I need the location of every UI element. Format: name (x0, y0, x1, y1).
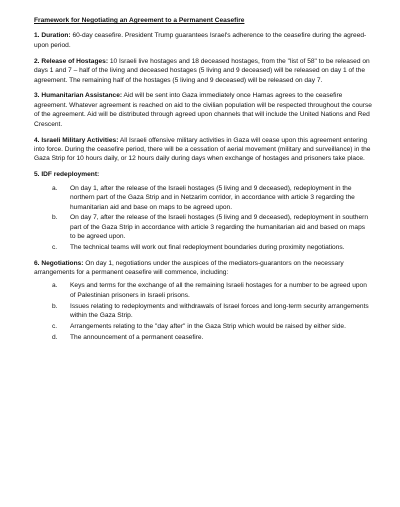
list-marker: a. (52, 282, 58, 290)
list-item-text: The technical teams will work out final redeployment boundaries during proximity negotiations. (70, 244, 345, 252)
list-item (34, 243, 372, 252)
section-label: 6. Negotiations: (34, 259, 84, 267)
list-item (34, 281, 372, 300)
section-idf-redeployment-heading: 5. IDF redeployment: (34, 171, 100, 179)
list-item-text: Keys and terms for the exchange of all the remaining Israeli hostages for a number to be agreed upon of Palestinian prisoners in Israeli prisons. (70, 282, 367, 299)
list-item (34, 213, 372, 241)
negotiations-list (34, 281, 372, 342)
section-text: All Israeli offensive military activities in Gaza will cease upon this agreement entering into force. During the ceasefire period, there will be a cessation of aerial movement (military and surveillance) in the Gaza Strip for 10 hours daily, or 12 hours daily during days when exchange of hostages and prisoners take place. (34, 136, 371, 163)
section-negotiations (34, 259, 372, 278)
list-marker: c. (52, 244, 58, 252)
list-item-text: On day 1, after the release of the Israeli hostages (5 living and 9 deceased), redeployment in the northern part of the Gaza Strip and in Netzarim corridor, in accordance with article 3 regarding the humanitarian aid and base on maps to be agreed upon. (70, 184, 355, 211)
list-item-text: Arrangements relating to the "day after" in the Gaza Strip which would be raised by either side. (70, 322, 346, 330)
list-item-text: Issues relating to redeployments and withdrawals of Israel forces and long-term security arrangements within the Gaza Strip. (70, 302, 369, 320)
section-text: Aid will be sent into Gaza immediately once Hamas agrees to the ceasefire agreement. Whatever agreement is reached on aid to the civilian population will be respected throughout the course of the agreement. Aid will be distributed through agreed upon channels that will include the United Nations and Red Crescent. (34, 92, 372, 128)
list-marker: a. (52, 184, 58, 192)
list-item-text: The announcement of a permanent ceasefire. (70, 333, 204, 341)
section-label: 4. Israeli Military Activities: (34, 136, 119, 144)
list-marker: d. (52, 333, 58, 341)
list-item (34, 322, 372, 331)
section-label: 3. Humanitarian Assistance: (34, 92, 123, 100)
list-item (34, 333, 372, 342)
section-release-of-hostages (34, 57, 372, 85)
section-text: 60-day ceasefire. President Trump guarantees Israel's adherence to the ceasefire during the agreed-upon period. (34, 32, 367, 49)
idf-redeployment-list (34, 184, 372, 253)
document-title: Framework for Negotiating an Agreement to a Permanent Ceasefire (34, 17, 245, 24)
section-israeli-military-activities (34, 136, 372, 164)
section-duration (34, 31, 372, 50)
list-item-text: On day 7, after the release of the Israeli hostages (5 living and 9 deceased), redeployment in southern part of the Gaza Strip in accordance with article 3 regarding the humanitarian aid and based on maps to be agreed upon. (70, 214, 368, 241)
list-marker: b. (52, 302, 58, 310)
section-text: On day 1, negotiations under the auspices of the mediators-guarantors on the necessary arrangements for a permanent ceasefire will commence, including: (34, 259, 344, 276)
list-marker: b. (52, 214, 58, 222)
list-marker: c. (52, 322, 58, 330)
list-item (34, 302, 372, 321)
section-humanitarian-assistance (34, 91, 372, 129)
section-label: 2. Release of Hostages: (34, 57, 109, 65)
list-item (34, 184, 372, 212)
section-label: 1. Duration: (34, 32, 71, 40)
section-text: 10 Israeli live hostages and 18 deceased hostages, from the "list of 58" to be released on days 1 and 7 – half of the living and deceased hostages (5 living and 9 deceased) will be released on day 1 of the agreement. The remaining half of the hostages (5 living and 9 deceased) will be released on day 7. (34, 57, 370, 84)
